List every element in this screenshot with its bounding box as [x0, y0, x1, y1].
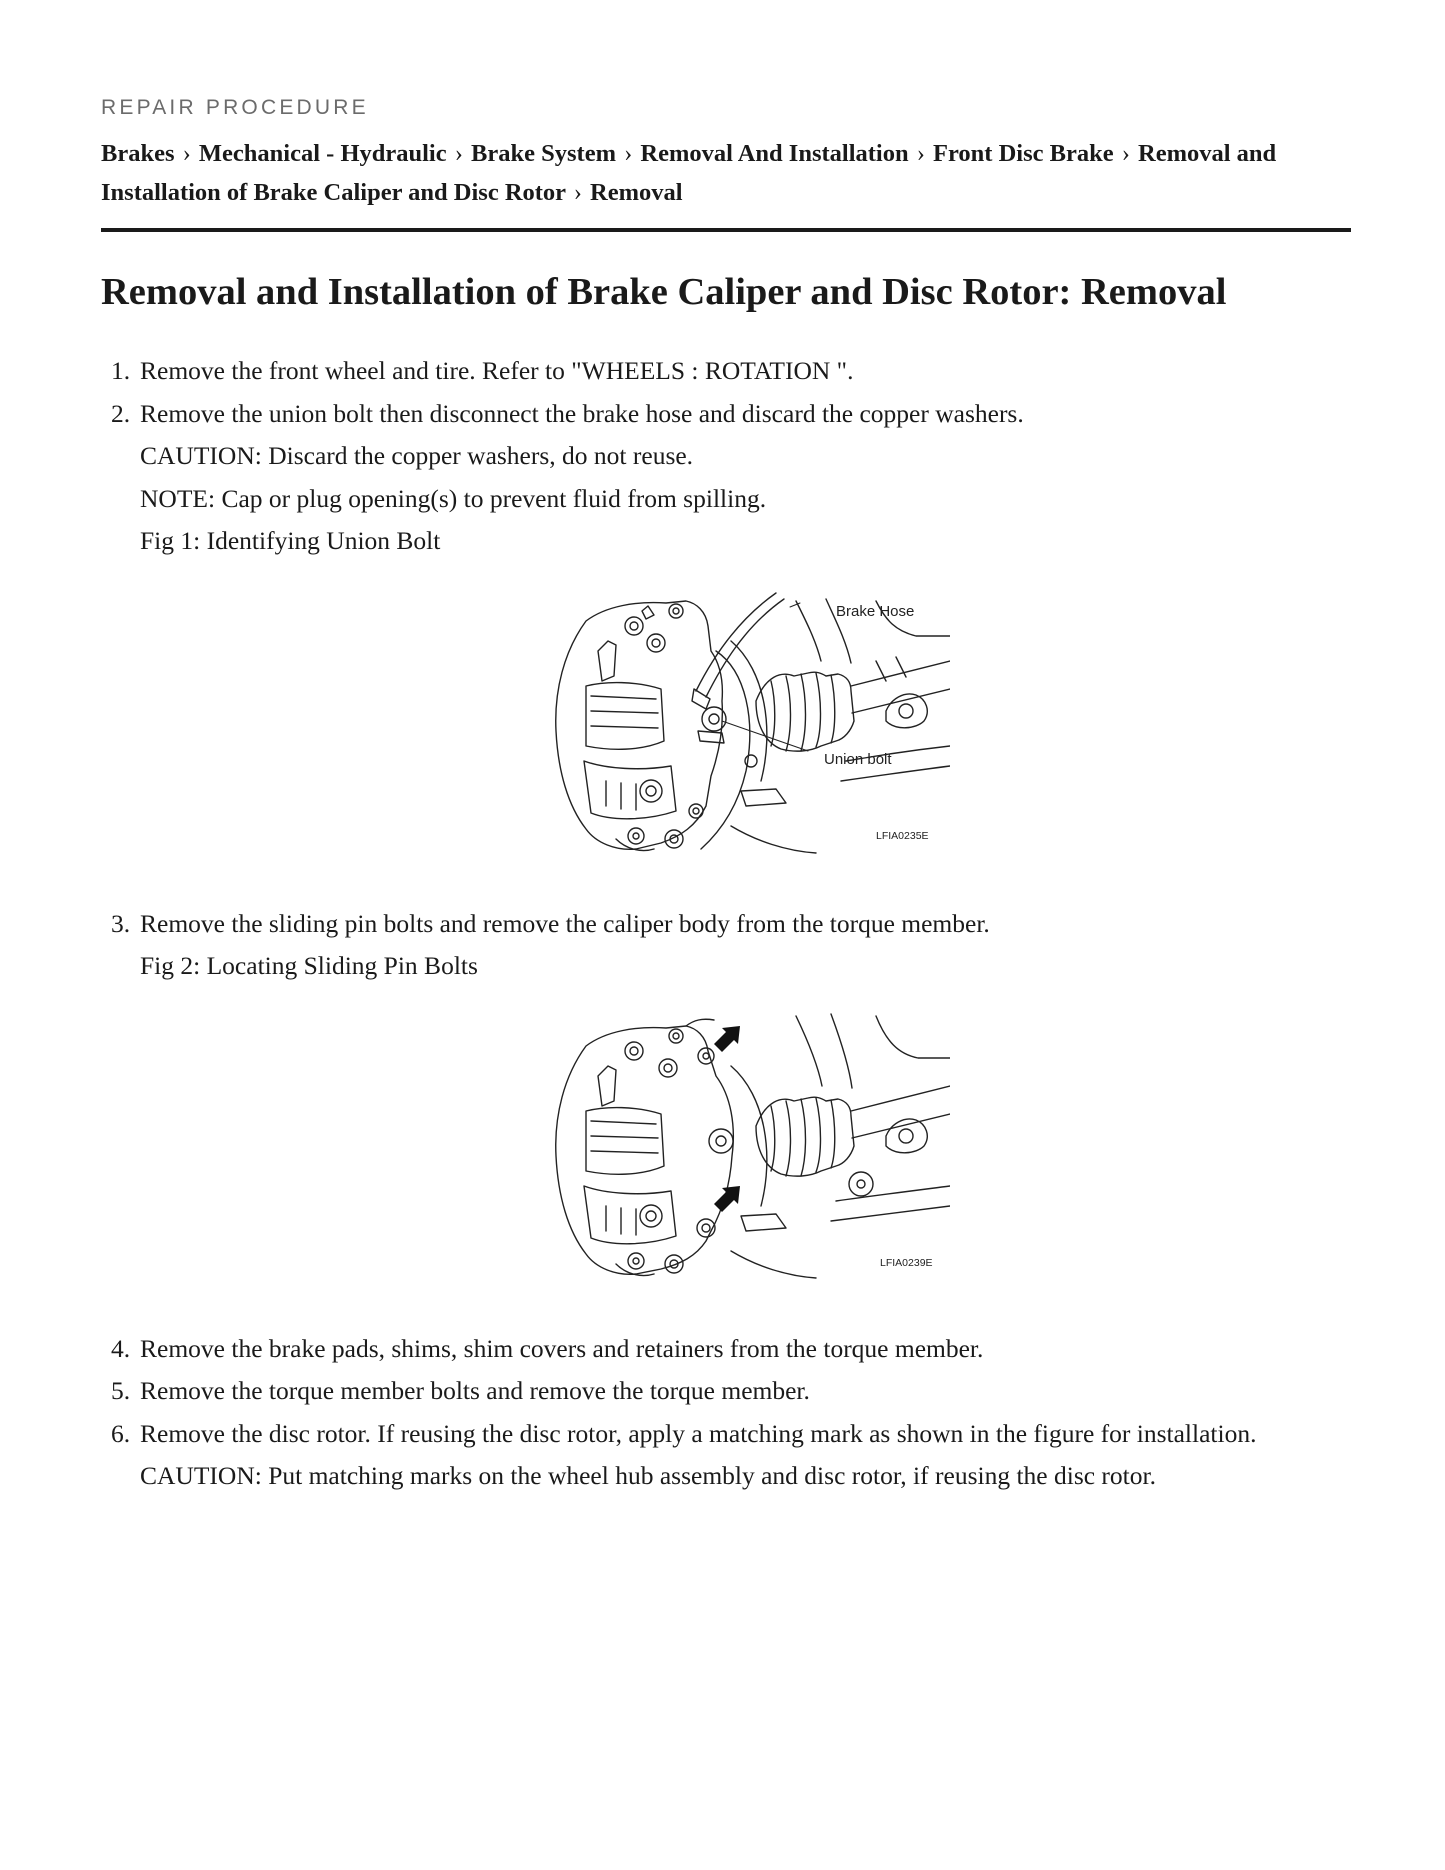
step-text: Remove the union bolt then disconnect the brake hose and discard the copper washers.: [140, 398, 1024, 428]
breadcrumb-separator: ›: [573, 179, 582, 206]
step-item: [101, 903, 1351, 1306]
step-number: 4.: [111, 1333, 131, 1363]
step-item: [101, 350, 1351, 393]
breadcrumb-separator: ›: [1121, 140, 1130, 167]
breadcrumb-separator: ›: [182, 140, 191, 167]
caution-text: CAUTION: Put matching marks on the wheel hub assembly and disc rotor, if reusing the disc rotor.: [140, 1461, 1156, 1490]
step-number: 1.: [111, 356, 131, 385]
page-title: Removal and Installation of Brake Caliper and Disc Rotor: Removal: [101, 271, 1227, 313]
note-text: NOTE: Cap or plug opening(s) to prevent fluid from spilling.: [140, 483, 767, 513]
step-text: Remove the front wheel and tire. Refer to "WHEELS : ROTATION ".: [140, 356, 854, 385]
step-number: 6.: [111, 1418, 131, 1448]
breadcrumb-separator: ›: [454, 140, 463, 167]
breadcrumb-item[interactable]: Brake System: [471, 140, 616, 167]
breadcrumb-item[interactable]: Removal and Installation of Brake Caliper and Disc Rotor: [101, 140, 1277, 206]
union-bolt-label: Union bolt: [824, 750, 892, 768]
figure-code: LFIA0235E: [876, 829, 929, 842]
figure-caption: Fig 1: Identifying Union Bolt: [140, 526, 441, 555]
step-text: Remove the sliding pin bolts and remove the caliper body from the torque member.: [140, 908, 990, 938]
figure-caption: Fig 2: Locating Sliding Pin Bolts: [140, 951, 478, 980]
step-number: 2.: [111, 398, 131, 428]
breadcrumb-item[interactable]: Removal And Installation: [640, 140, 909, 167]
breadcrumb-separator: ›: [624, 140, 633, 167]
step-text: Remove the torque member bolts and remove the torque member.: [140, 1376, 810, 1405]
step-item: [101, 393, 1351, 881]
section-kicker: REPAIR PROCEDURE: [101, 96, 369, 119]
figure-code: LFIA0239E: [880, 1256, 933, 1269]
procedure-steps: [101, 350, 1351, 1498]
step-item: [101, 1328, 1351, 1371]
arrow-icon: [714, 1026, 740, 1212]
caution-text: CAUTION: Discard the copper washers, do not reuse.: [140, 441, 694, 470]
breadcrumb-item-current: Removal: [590, 179, 683, 206]
breadcrumb-item[interactable]: Brakes: [101, 140, 175, 167]
figure-union-bolt: [546, 581, 950, 881]
step-text: Remove the brake pads, shims, shim covers and retainers from the torque member.: [140, 1333, 984, 1363]
brake-hose-label: Brake Hose: [836, 602, 915, 620]
header-divider: [101, 228, 1351, 232]
figure-sliding-pin-bolts: [546, 1006, 950, 1306]
breadcrumb-item[interactable]: Front Disc Brake: [933, 140, 1114, 167]
step-number: 3.: [111, 908, 131, 938]
step-item: [101, 1370, 1351, 1413]
breadcrumb: [101, 134, 1351, 212]
step-text: Remove the disc rotor. If reusing the disc rotor, apply a matching mark as shown in the figure for installation.: [140, 1418, 1257, 1448]
breadcrumb-separator: ›: [916, 140, 925, 167]
step-item: [101, 1413, 1351, 1498]
breadcrumb-item[interactable]: Mechanical - Hydraulic: [198, 140, 447, 167]
step-number: 5.: [111, 1376, 131, 1405]
